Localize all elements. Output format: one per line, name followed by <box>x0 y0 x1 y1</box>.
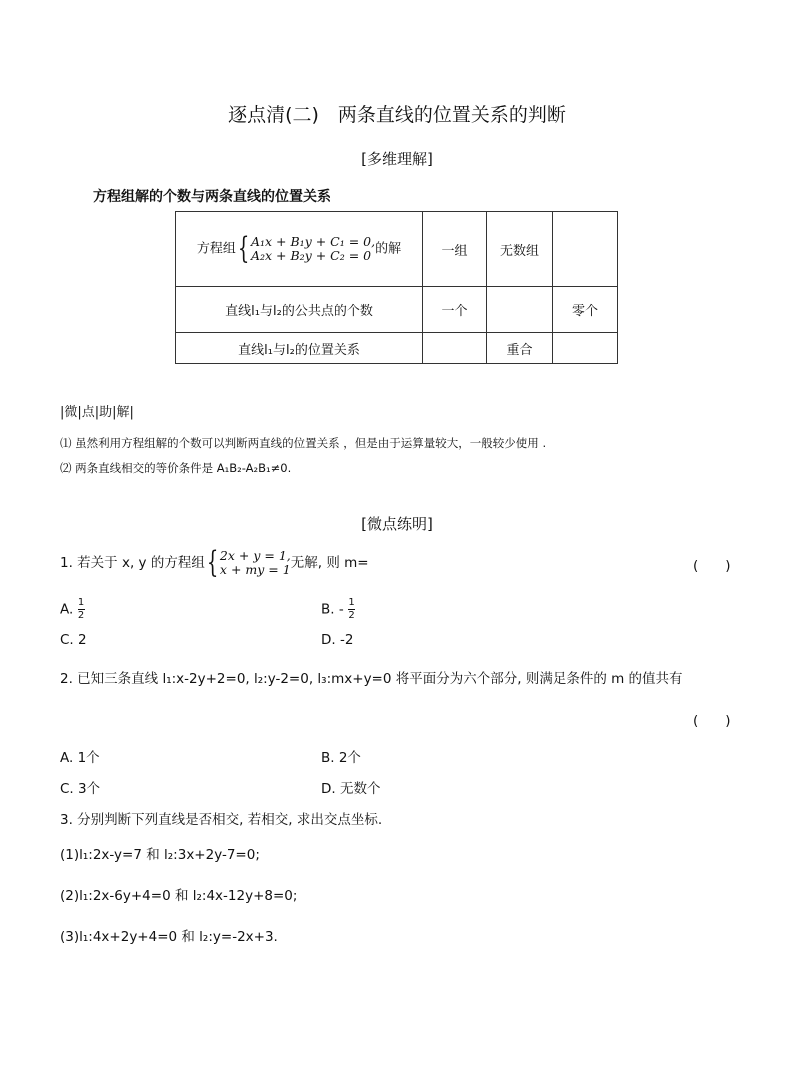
answer-bracket: ( ) <box>693 713 731 729</box>
question-1-tail: 无解, 则 m= <box>290 555 369 571</box>
table-cell <box>553 212 618 287</box>
equation-1: 2x + y = 1, <box>219 548 291 563</box>
question-3-part-3: (3)l₁:4x+2y+4=0 和 l₂:y=-2x+3. <box>60 929 278 945</box>
tip-header: |微|点|助|解| <box>60 405 134 420</box>
table-cell: 一组 <box>423 212 487 287</box>
equation-2: x + my = 1 <box>219 562 291 577</box>
table-cell <box>487 287 553 333</box>
equation-system <box>236 231 376 266</box>
note-1: ⑴ 虽然利用方程组解的个数可以判断两直线的位置关系 ，但是由于运算量较大，一般较少使用 . <box>60 436 547 450</box>
table-row <box>176 212 618 287</box>
fraction <box>78 598 85 621</box>
table-row <box>176 287 618 333</box>
section-heading-understanding: [多维理解] <box>361 150 433 168</box>
option-a-label: A. <box>60 601 74 618</box>
relation-table <box>175 211 618 364</box>
numerator: 1 <box>348 597 355 608</box>
table-cell <box>423 333 487 364</box>
question-3-text: 3. 分别判断下列直线是否相交, 若相交, 求出交点坐标. <box>60 812 383 828</box>
question-3-part-1: (1)l₁:2x-y=7 和 l₂:3x+2y-7=0; <box>60 847 260 863</box>
table-row <box>176 333 618 364</box>
option-a: A. 1个 <box>60 750 100 766</box>
option-b: B. 2个 <box>321 750 361 766</box>
page-title: 逐点清(二) 两条直线的位置关系的判断 <box>228 104 566 126</box>
fraction <box>348 598 355 621</box>
question-1 <box>60 545 369 580</box>
table-cell <box>553 333 618 364</box>
question-3-part-2: (2)l₁:2x-6y+4=0 和 l₂:4x-12y+8=0; <box>60 888 298 904</box>
option-d: D. 无数个 <box>321 781 381 797</box>
note-2: ⑵ 两条直线相交的等价条件是 A₁B₂-A₂B₁≠0. <box>60 461 292 475</box>
option-b <box>321 598 355 621</box>
option-c: C. 3个 <box>60 781 101 797</box>
table-cell: 重合 <box>487 333 553 364</box>
cell-prefix: 方程组 <box>196 241 236 257</box>
equation-2: A₂x + B₂y + C₂ = 0 <box>250 248 372 263</box>
table-cell-label: 直线l₁与l₂的公共点的个数 <box>176 287 423 333</box>
answer-bracket: ( ) <box>693 558 731 574</box>
section-heading-practice: [微点练明] <box>361 515 433 533</box>
option-a <box>60 598 85 621</box>
table-cell-system <box>176 212 423 287</box>
denominator: 2 <box>348 610 355 621</box>
question-2-text: 2. 已知三条直线 l₁:x-2y+2=0, l₂:y-2=0, l₃:mx+y=0 将平面分为六个部分, 则满足条件的 m 的值共有 <box>60 671 683 687</box>
equation-1: A₁x + B₁y + C₁ = 0, <box>250 234 376 249</box>
option-c: C. 2 <box>60 632 87 648</box>
numerator: 1 <box>77 597 85 608</box>
table-cell: 零个 <box>553 287 618 333</box>
table-cell-label: 直线l₁与l₂的位置关系 <box>176 333 423 364</box>
question-1-text: 1. 若关于 x, y 的方程组 <box>60 555 205 571</box>
option-d: D. -2 <box>321 632 354 648</box>
option-b-label: B. - <box>321 601 344 618</box>
brace-icon: { <box>237 231 250 266</box>
subsection-title: 方程组解的个数与两条直线的位置关系 <box>93 189 331 205</box>
denominator: 2 <box>77 610 85 621</box>
equation-system <box>205 545 291 580</box>
table-cell: 无数组 <box>487 212 553 287</box>
cell-suffix: 的解 <box>375 241 402 257</box>
table-cell: 一个 <box>423 287 487 333</box>
brace-icon: { <box>206 545 219 580</box>
